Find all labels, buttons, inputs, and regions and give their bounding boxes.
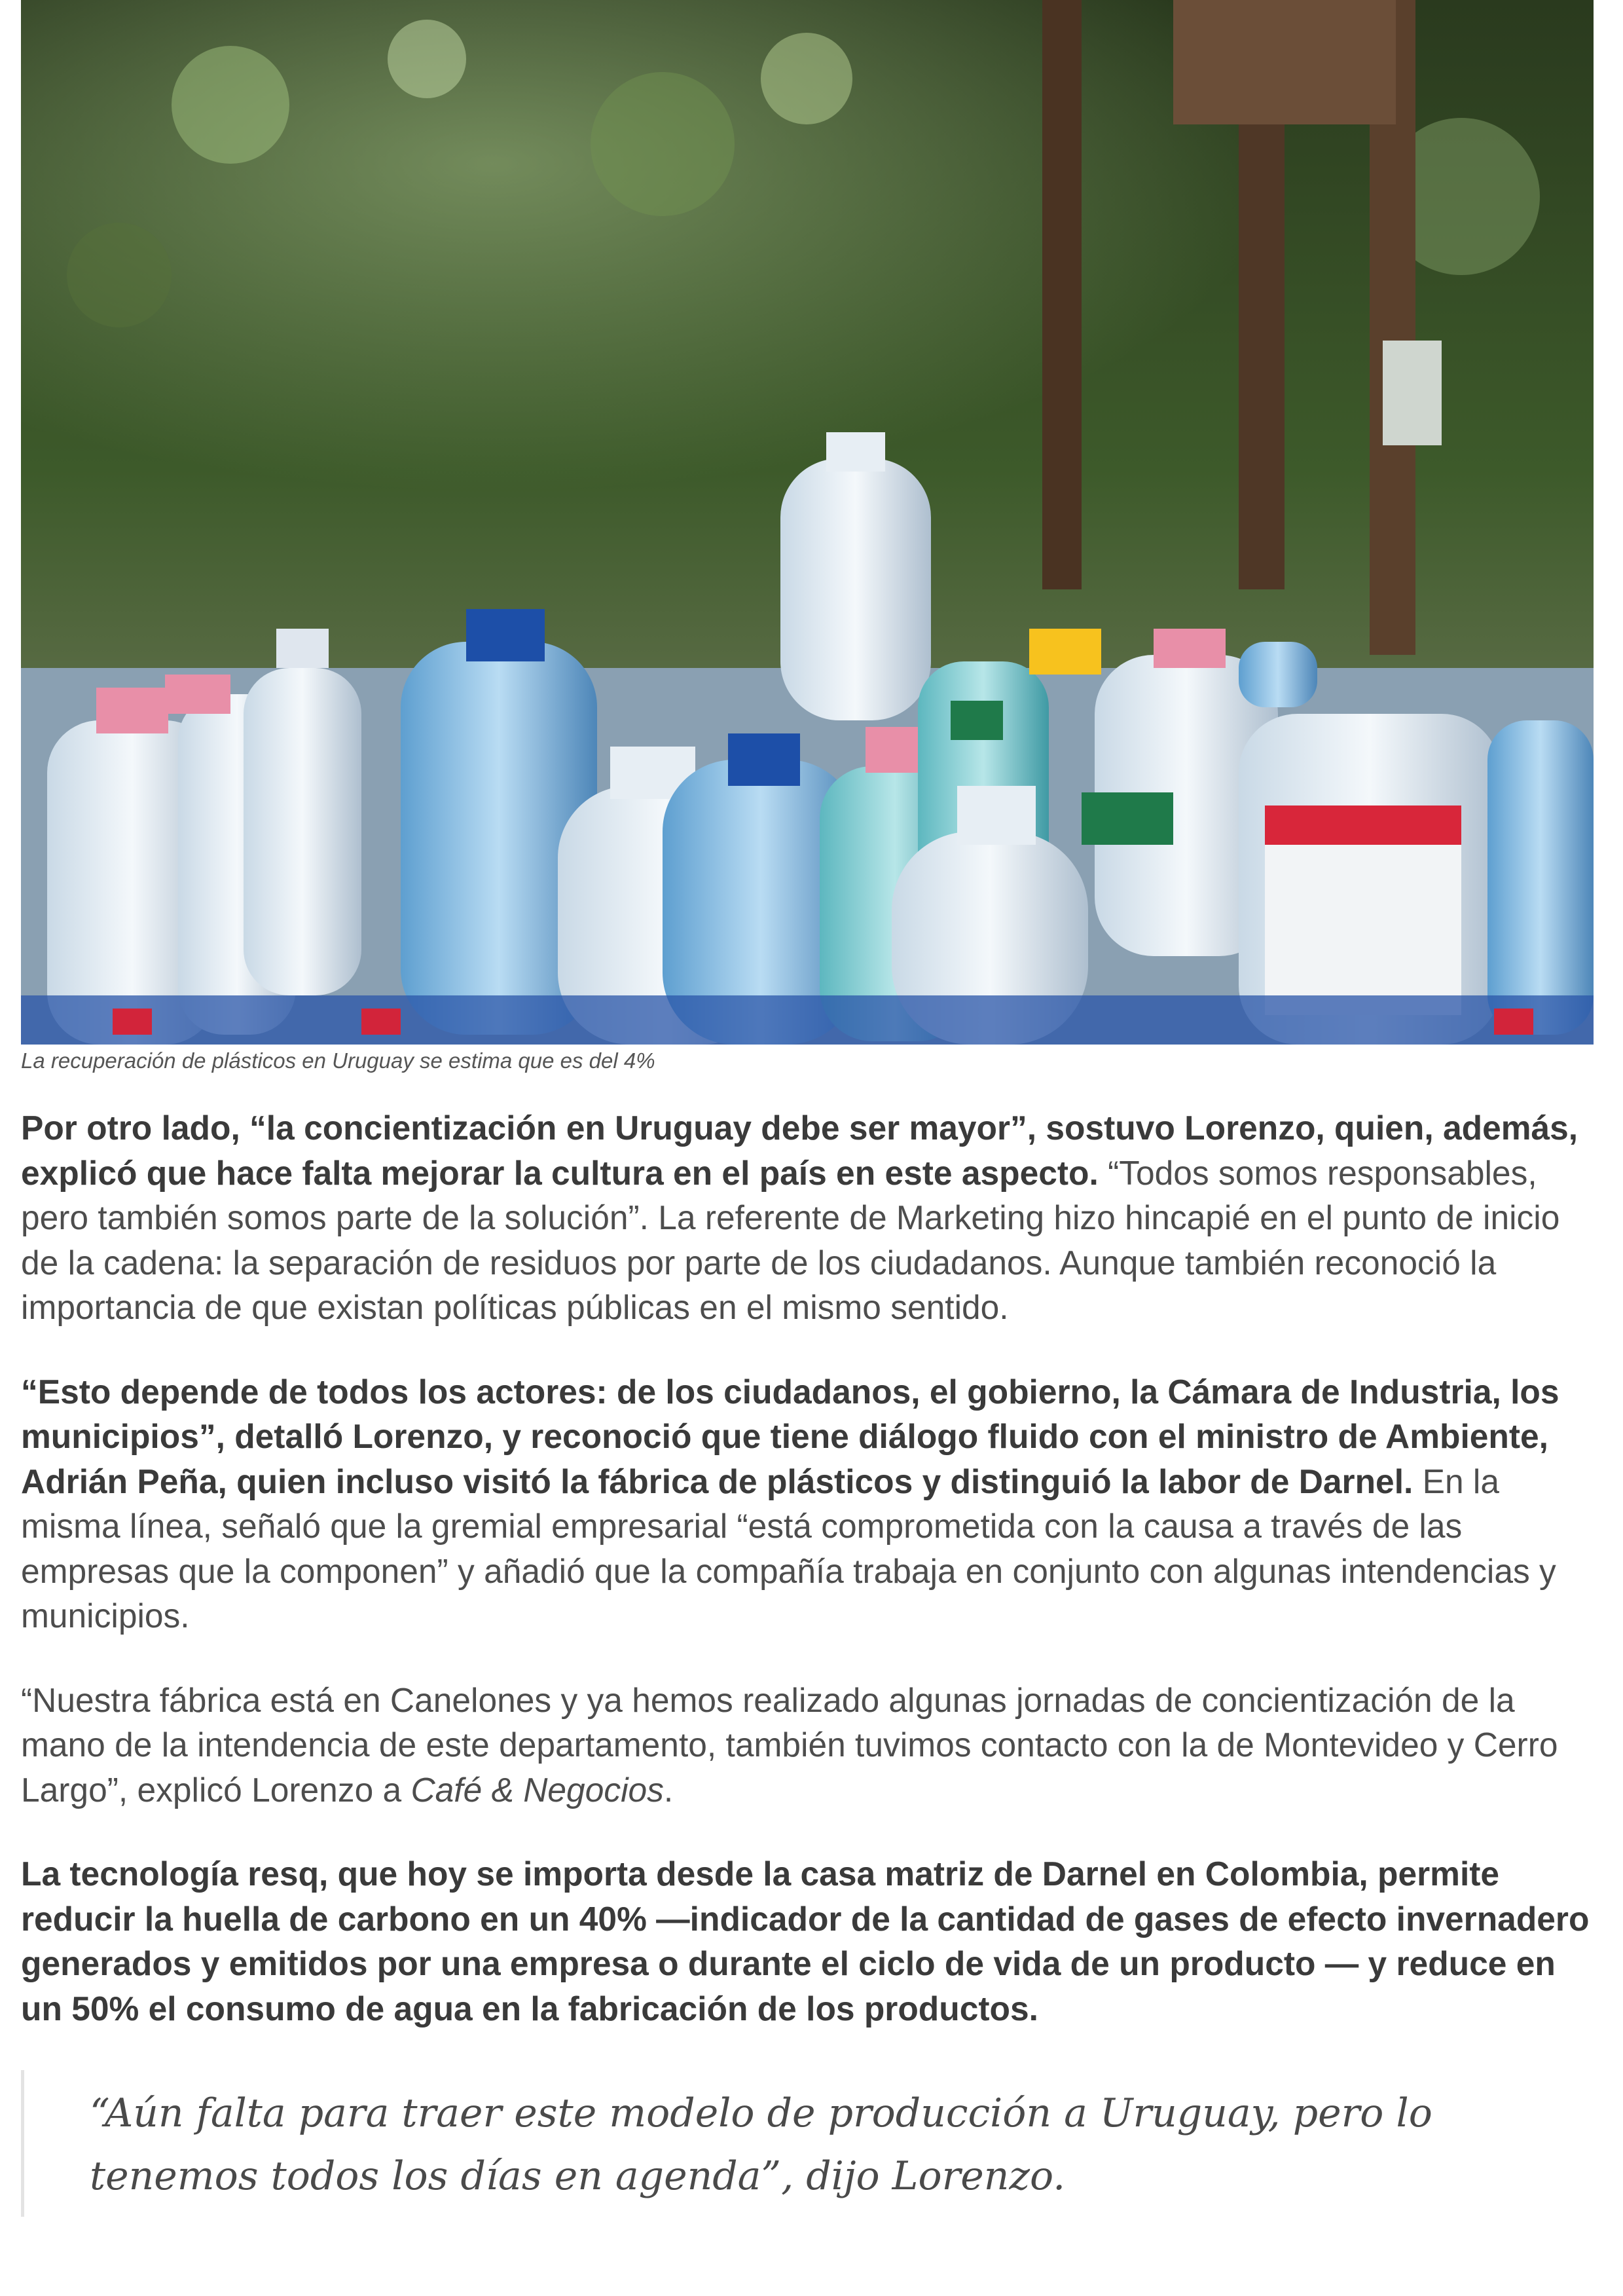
- article-body: [21, 1105, 1596, 2227]
- paragraph-1: [21, 1105, 1596, 1330]
- paragraph-2: [21, 1369, 1596, 1639]
- paragraph-3: [21, 1678, 1596, 1813]
- paragraph-3-end: .: [663, 1770, 674, 1809]
- paragraph-4-lead: La tecnología resq, que hoy se importa desde la casa matriz de Darnel en Colombia, permite reducir la huella de carbono en un 40% —indicador de la cantidad de gases de efecto invernadero generados y emitidos por una empresa o durante el ciclo de vida de un producto — y reduce en un 50% el consumo de agua en la fabricación de los productos.: [21, 1855, 1590, 2028]
- paragraph-4: [21, 1851, 1596, 2031]
- paragraph-2-lead: “Esto depende de todos los actores: de los ciudadanos, el gobierno, la Cámara de Industria, los municipios”, detalló Lorenzo, y reconoció que tiene diálogo fluido con el ministro de Ambiente, Adrián Peña, quien incluso visitó la fábrica de plásticos y distinguió la labor de Darnel.: [21, 1372, 1559, 1500]
- paragraph-3-text: “Nuestra fábrica está en Canelones y ya hemos realizado algunas jornadas de concientización de la mano de la intendencia de este departamento, también tuvimos contacto con la de Montevideo y Cerro Largo”, explicó Lorenzo a: [21, 1680, 1558, 1809]
- photo-caption: La recuperación de plásticos en Uruguay se estima que es del 4%: [21, 1048, 655, 1073]
- plastic-bottles-image: [21, 0, 1594, 1045]
- article-photo: [21, 0, 1594, 1045]
- paragraph-1-lead: Por otro lado, “la concientización en Uruguay debe ser mayor”, sostuvo Lorenzo, quien, además, explicó que hace falta mejorar la cultura en el país en este aspecto.: [21, 1109, 1578, 1192]
- paragraph-2-text: En la misma línea, señaló que la gremial empresarial “está comprometida con la causa a través de las empresas que la componen” y añadió que la compañía trabaja en conjunto con algunas intendencias y municipios.: [21, 1462, 1556, 1635]
- pull-quote: [21, 2070, 1596, 2217]
- publication-name: Café & Negocios: [410, 1770, 664, 1809]
- paragraph-1-text: “Todos somos responsables, pero también somos parte de la solución”. La referente de Marketing hizo hincapié en el punto de inicio de la cadena: la separación de residuos por parte de los ciudadanos. Aunque también reconoció la importancia de que existan políticas públicas en el mismo sentido.: [21, 1153, 1560, 1326]
- pull-quote-text: “Aún falta para traer este modelo de producción a Uruguay, pero lo tenemos todos los días en agenda”, dijo Lorenzo.: [90, 2090, 1432, 2199]
